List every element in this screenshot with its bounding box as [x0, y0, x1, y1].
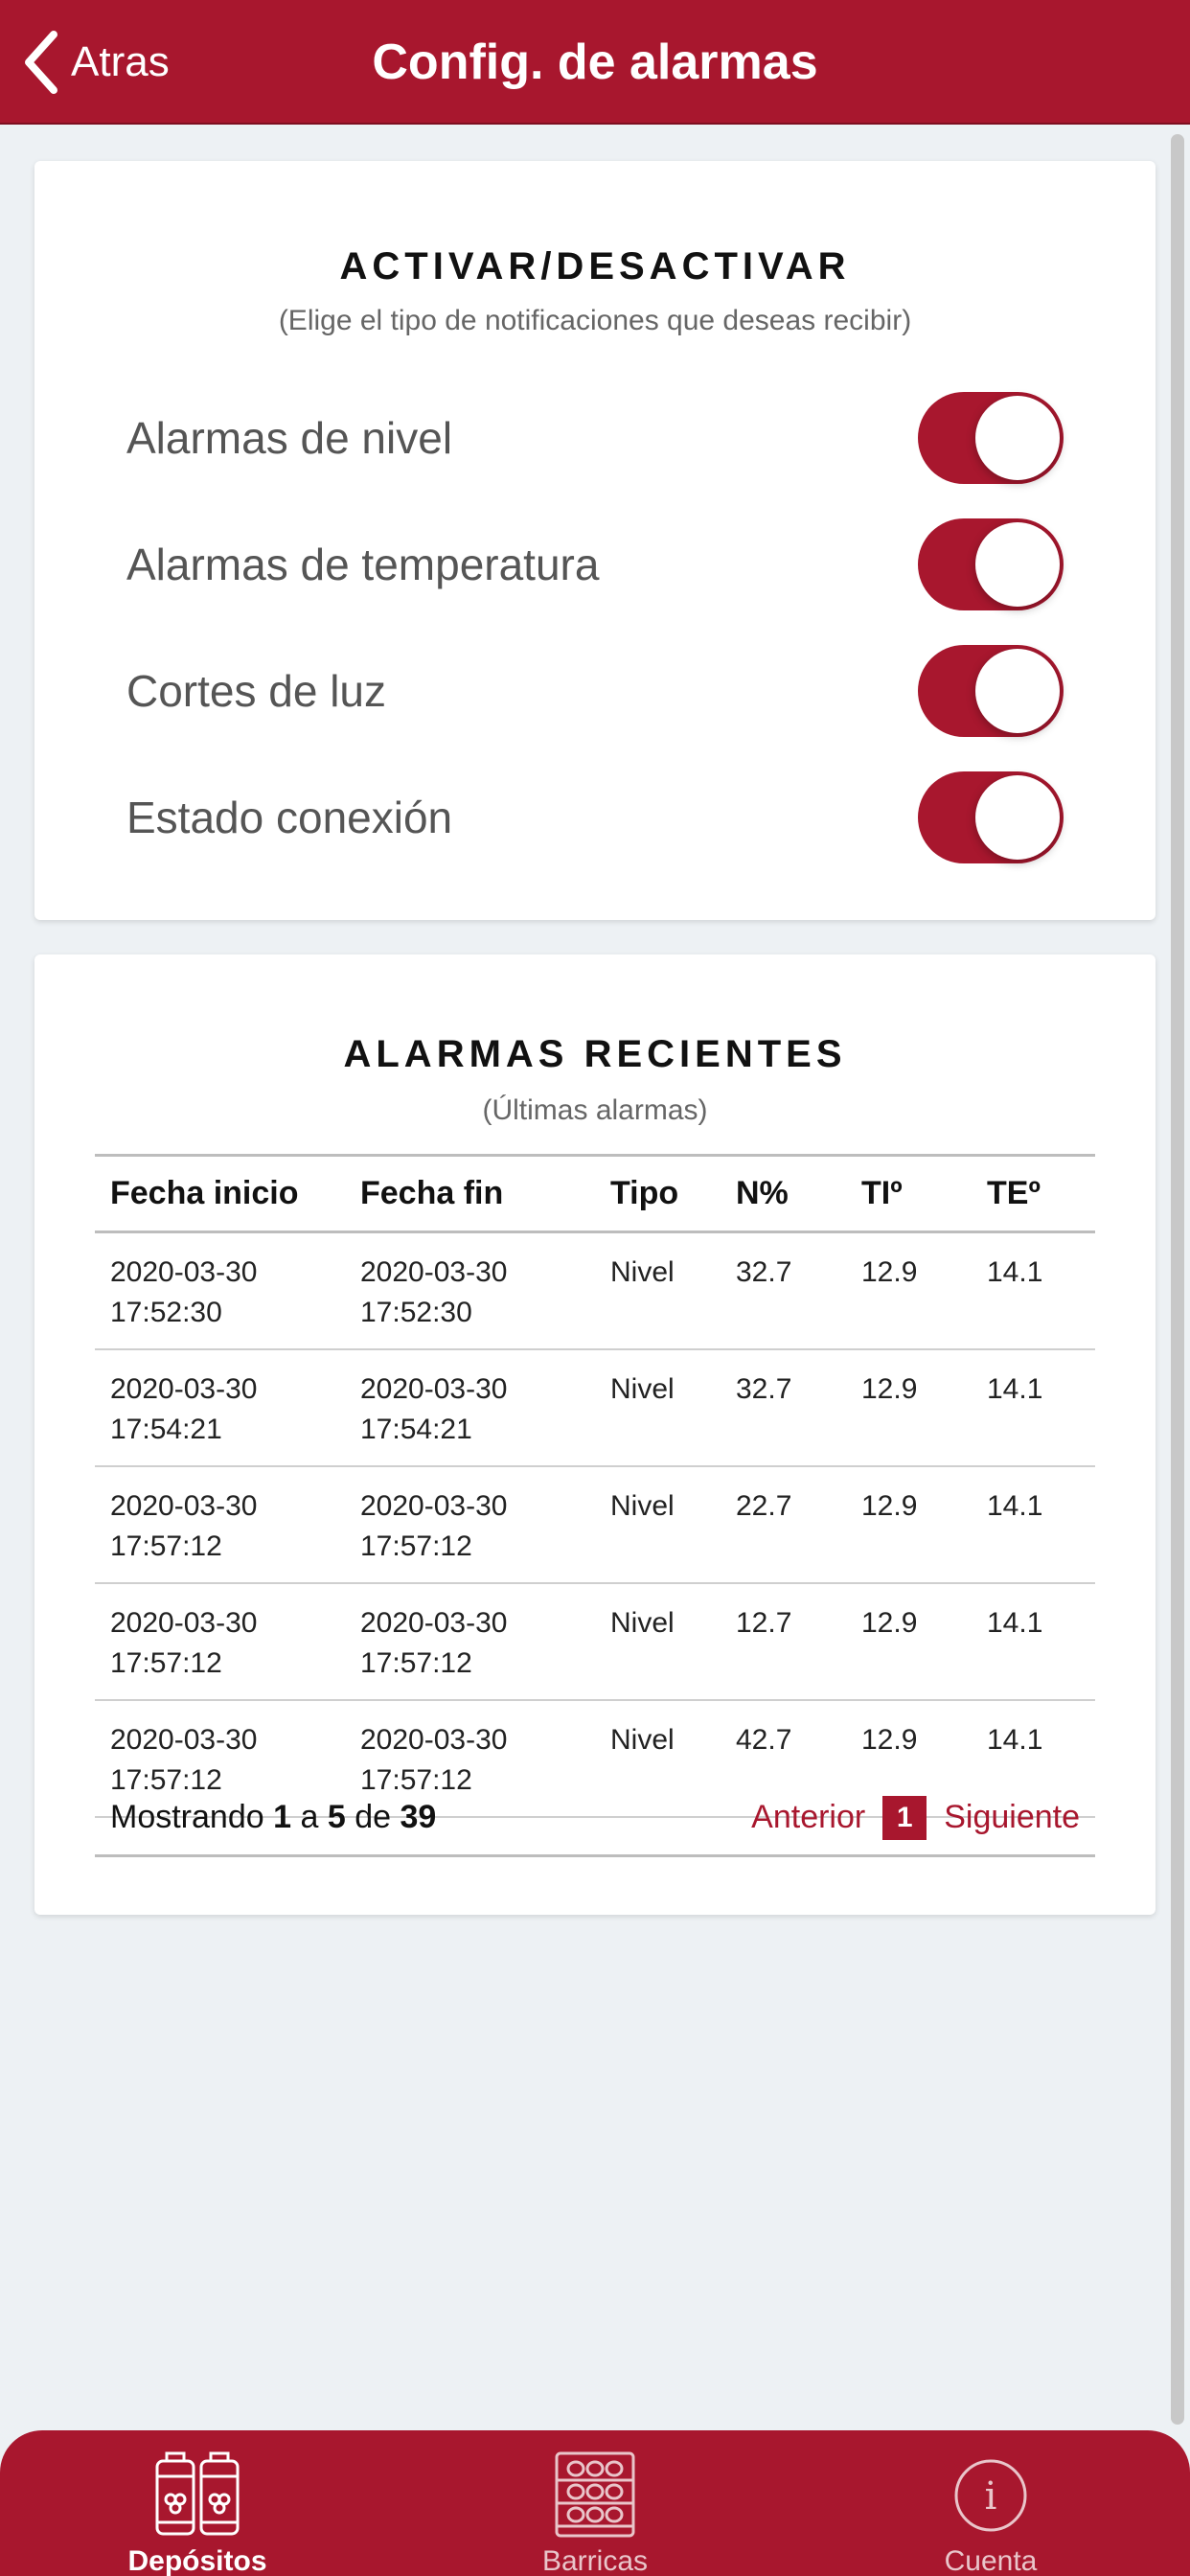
switch-knob	[975, 775, 1060, 860]
end-time: 17:57:12	[360, 1530, 472, 1562]
power-cut-switch[interactable]	[918, 645, 1064, 737]
inner-temp-cell: 12.9	[846, 1583, 972, 1700]
showing-de: de	[355, 1799, 392, 1835]
start-date: 2020-03-30	[110, 1373, 258, 1405]
toggle-row-level	[126, 385, 1064, 491]
page-title: Config. de alarmas	[372, 34, 818, 90]
end-date: 2020-03-30	[360, 1724, 508, 1756]
nav-label: Cuenta	[944, 2545, 1038, 2576]
end-cell	[345, 1232, 595, 1350]
end-cell	[345, 1583, 595, 1700]
nav-barricas[interactable]	[470, 2448, 720, 2576]
column-header[interactable]: Fecha fin	[345, 1156, 595, 1232]
recent-subtitle: (Últimas alarmas)	[482, 1094, 708, 1126]
level-alarm-switch[interactable]	[918, 392, 1064, 484]
start-date: 2020-03-30	[110, 1724, 258, 1756]
switch-knob	[975, 396, 1060, 480]
connection-status-switch[interactable]	[918, 771, 1064, 863]
toggle-label: Cortes de luz	[126, 666, 387, 716]
start-date: 2020-03-30	[110, 1490, 258, 1522]
toggle-label: Estado conexión	[126, 793, 453, 842]
column-header[interactable]: Tipo	[595, 1156, 721, 1232]
type-cell: Nivel	[595, 1466, 721, 1583]
recent-alarms-card	[34, 954, 1156, 1915]
nav-depositos[interactable]	[73, 2448, 322, 2576]
column-header[interactable]: Fecha inicio	[95, 1156, 345, 1232]
toggle-row-temperature	[126, 512, 1064, 617]
toggle-row-connection	[126, 765, 1064, 870]
start-date: 2020-03-30	[110, 1256, 258, 1288]
start-cell	[95, 1232, 345, 1350]
current-page-button[interactable]: 1	[882, 1796, 927, 1840]
alarms-table	[95, 1154, 1095, 1818]
level-cell: 12.7	[721, 1583, 846, 1700]
end-date: 2020-03-30	[360, 1490, 508, 1522]
level-cell: 32.7	[721, 1232, 846, 1350]
top-bar	[0, 0, 1190, 125]
end-date: 2020-03-30	[360, 1607, 508, 1639]
recent-title: ALARMAS RECIENTES	[343, 1033, 847, 1075]
temperature-alarm-switch[interactable]	[918, 518, 1064, 610]
table-row	[95, 1349, 1095, 1466]
end-time: 17:52:30	[360, 1297, 472, 1328]
table-row	[95, 1466, 1095, 1583]
showing-to: 5	[327, 1799, 346, 1835]
showing-prefix: Mostrando	[110, 1799, 264, 1835]
outer-temp-cell: 14.1	[972, 1466, 1095, 1583]
type-cell: Nivel	[595, 1349, 721, 1466]
table-footer	[95, 1781, 1095, 1857]
notifications-card	[34, 161, 1156, 920]
toggle-label: Alarmas de nivel	[126, 413, 453, 463]
end-time: 17:57:12	[360, 1764, 472, 1796]
start-time: 17:52:30	[110, 1297, 222, 1328]
nav-label: Depósitos	[127, 2545, 267, 2576]
start-time: 17:57:12	[110, 1530, 222, 1562]
previous-page-link[interactable]: Anterior	[751, 1799, 866, 1835]
switch-knob	[975, 522, 1060, 607]
table-header-row	[95, 1156, 1095, 1232]
level-cell: 32.7	[721, 1349, 846, 1466]
type-cell: Nivel	[595, 1583, 721, 1700]
bottom-navigation	[0, 2430, 1190, 2576]
barrels-icon	[547, 2448, 643, 2540]
column-header[interactable]: N%	[721, 1156, 846, 1232]
pagination	[751, 1796, 1080, 1840]
svg-text:i: i	[984, 2474, 997, 2518]
start-time: 17:57:12	[110, 1764, 222, 1796]
end-date: 2020-03-30	[360, 1373, 508, 1405]
type-cell: Nivel	[595, 1232, 721, 1350]
inner-temp-cell: 12.9	[846, 1232, 972, 1350]
scrollbar[interactable]	[1171, 134, 1184, 2425]
end-cell	[345, 1349, 595, 1466]
inner-temp-cell: 12.9	[846, 1349, 972, 1466]
end-time: 17:54:21	[360, 1414, 472, 1445]
level-cell: 22.7	[721, 1466, 846, 1583]
outer-temp-cell: 14.1	[972, 1700, 1095, 1817]
showing-total: 39	[400, 1799, 437, 1835]
outer-temp-cell: 14.1	[972, 1349, 1095, 1466]
nav-label: Barricas	[541, 2545, 649, 2576]
start-date: 2020-03-30	[110, 1607, 258, 1639]
outer-temp-cell: 14.1	[972, 1232, 1095, 1350]
activation-title: ACTIVAR/DESACTIVAR	[339, 245, 851, 288]
start-cell	[95, 1349, 345, 1466]
toggle-label: Alarmas de temperatura	[126, 540, 600, 589]
start-time: 17:54:21	[110, 1414, 222, 1445]
activation-subtitle: (Elige el tipo de notificaciones que deseas recibir)	[278, 305, 912, 336]
outer-temp-cell: 14.1	[972, 1583, 1095, 1700]
type-cell: Nivel	[595, 1700, 721, 1817]
inner-temp-cell: 12.9	[846, 1466, 972, 1583]
tanks-icon	[149, 2448, 245, 2540]
start-cell	[95, 1583, 345, 1700]
inner-temp-cell: 12.9	[846, 1700, 972, 1817]
back-label: Atras	[71, 38, 170, 85]
end-time: 17:57:12	[360, 1647, 472, 1679]
end-cell	[345, 1466, 595, 1583]
showing-summary	[110, 1799, 436, 1836]
column-header[interactable]: TIº	[846, 1156, 972, 1232]
nav-cuenta[interactable]	[866, 2448, 1115, 2576]
table-row	[95, 1583, 1095, 1700]
info-icon	[943, 2448, 1039, 2540]
showing-from: 1	[273, 1799, 292, 1835]
toggle-row-power-cut	[126, 638, 1064, 744]
start-cell	[95, 1466, 345, 1583]
end-date: 2020-03-30	[360, 1256, 508, 1288]
switch-knob	[975, 649, 1060, 733]
showing-a: a	[300, 1799, 319, 1835]
start-time: 17:57:12	[110, 1647, 222, 1679]
column-header[interactable]: TEº	[972, 1156, 1095, 1232]
table-row	[95, 1232, 1095, 1350]
level-cell: 42.7	[721, 1700, 846, 1817]
next-page-link[interactable]: Siguiente	[944, 1799, 1080, 1835]
